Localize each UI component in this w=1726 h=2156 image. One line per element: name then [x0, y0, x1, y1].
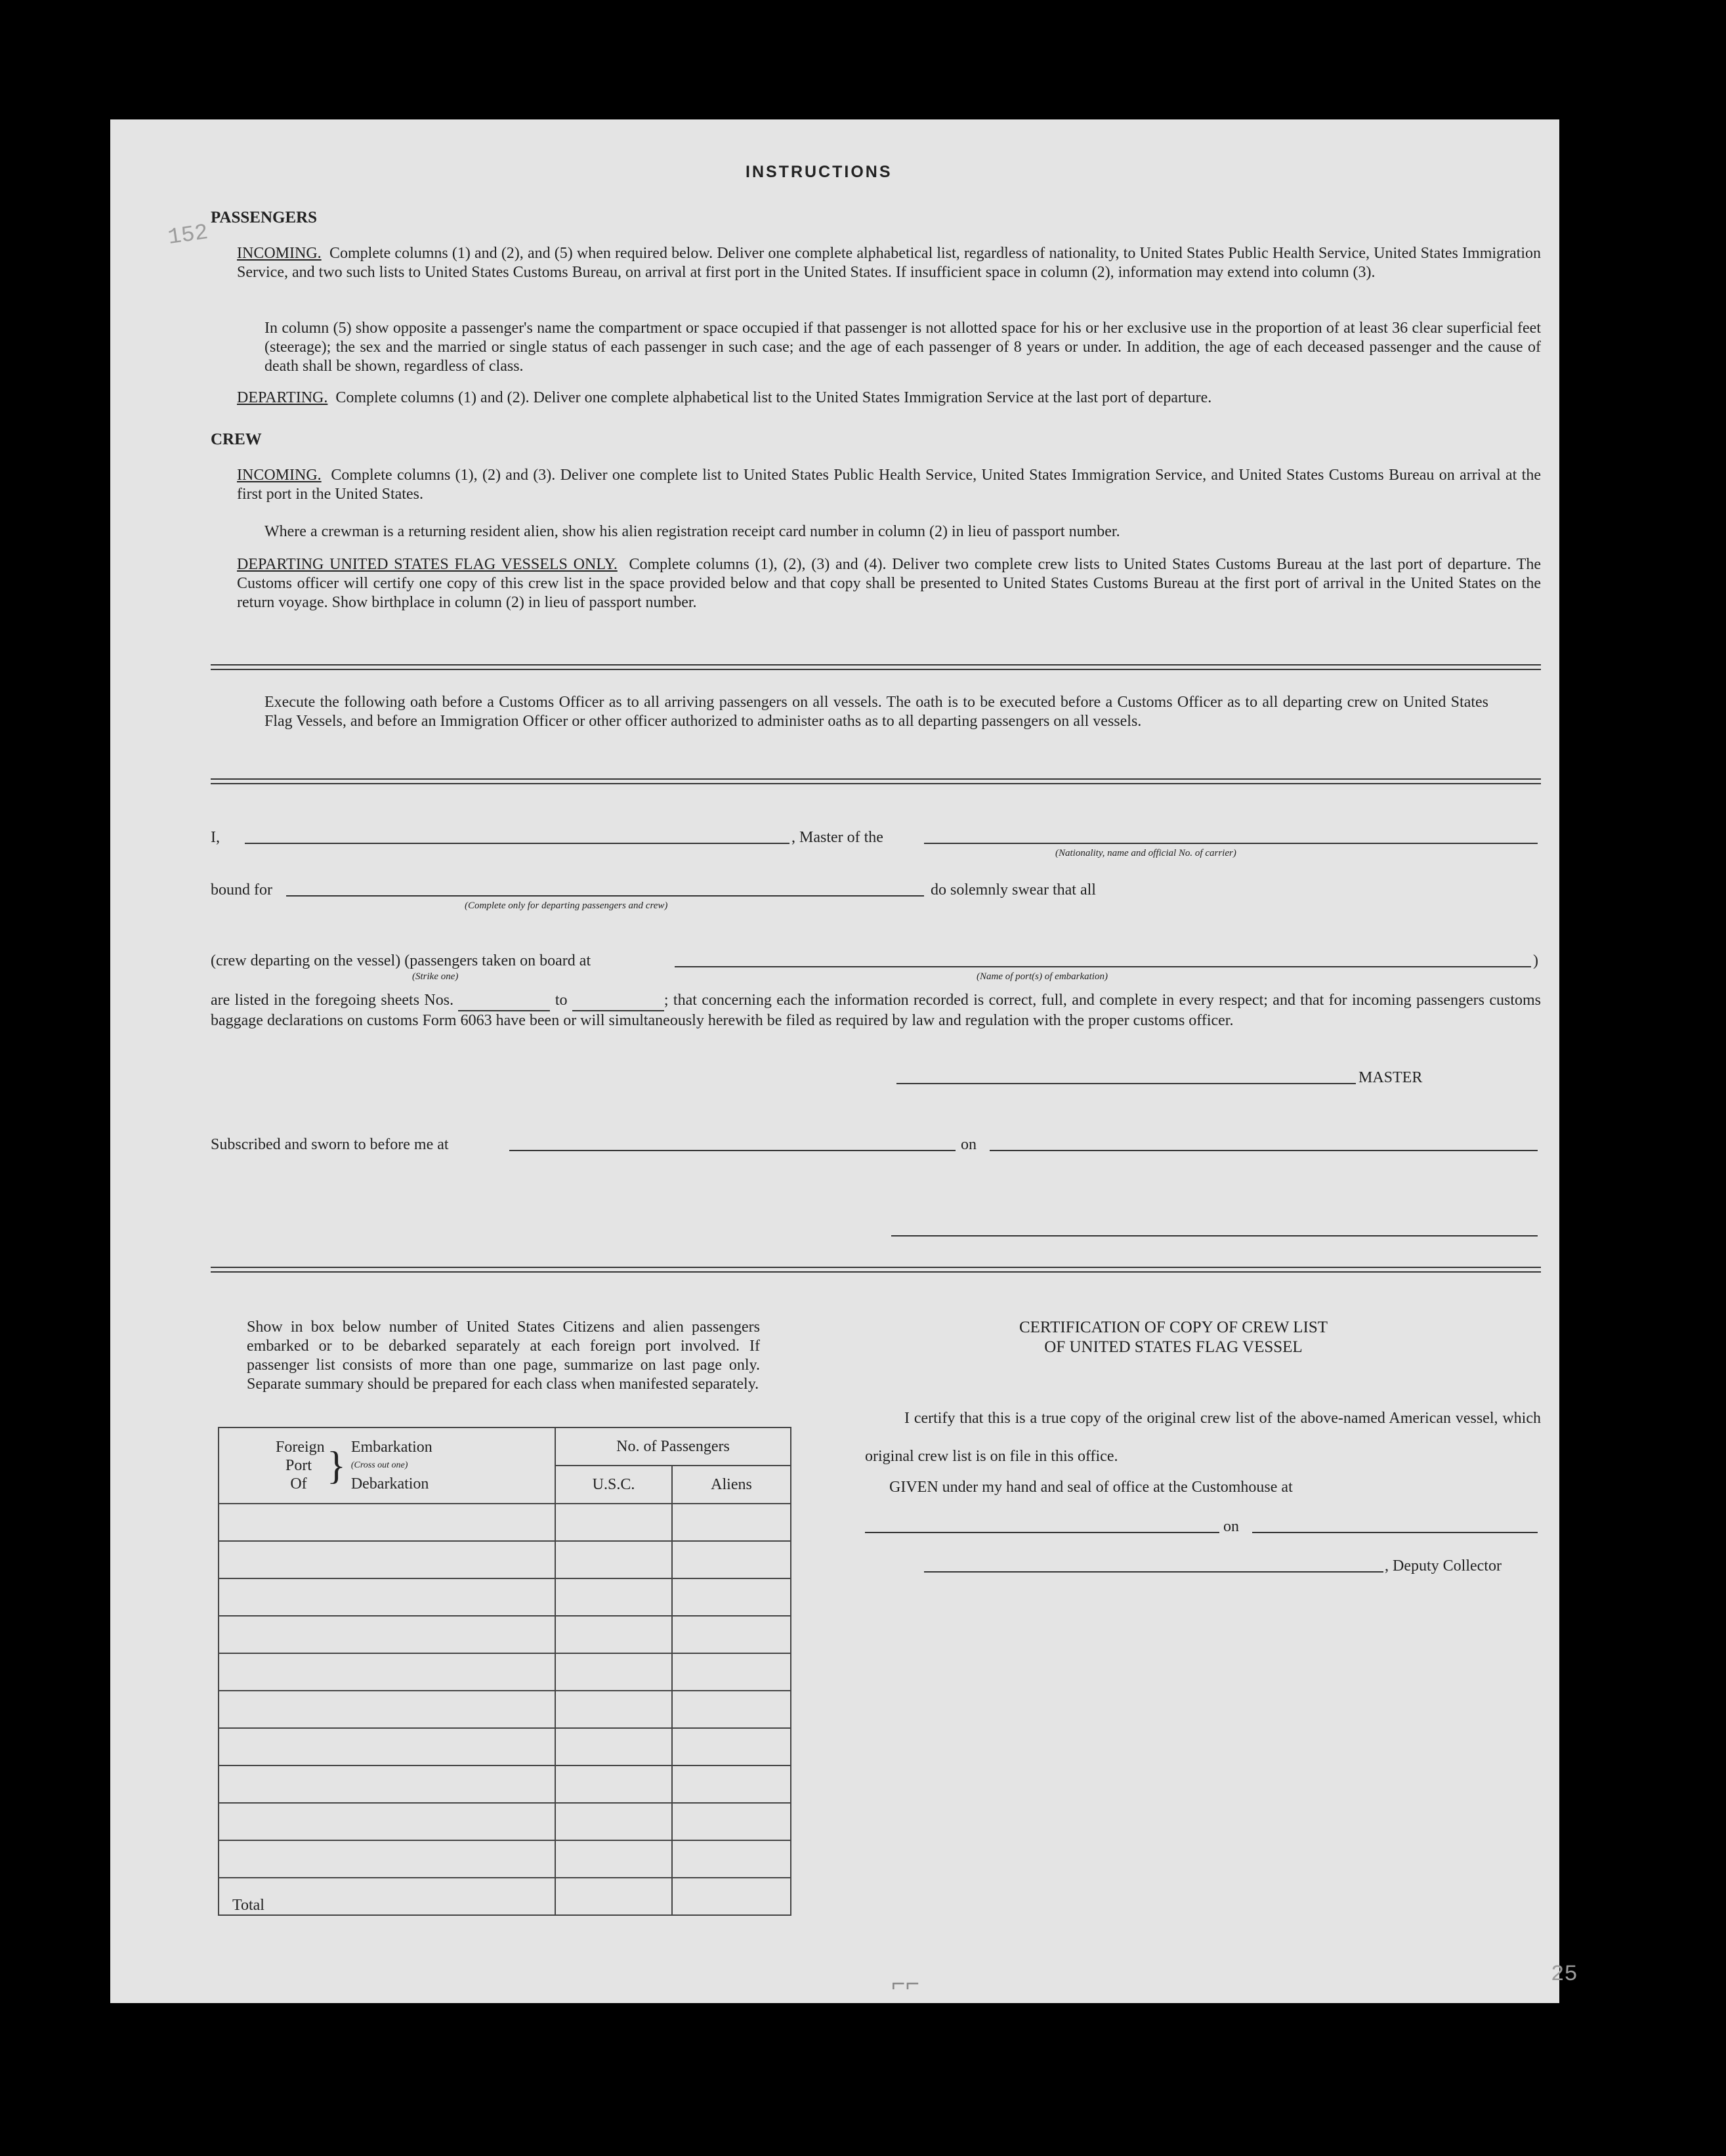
embarkation-caption: (Name of port(s) of embarkation) [977, 971, 1108, 982]
handwritten-number: 152 [166, 220, 210, 251]
divider [211, 664, 1541, 670]
usc-header: U.S.C. [555, 1466, 672, 1504]
crew-incoming-label: INCOMING. [237, 467, 322, 484]
usc-cell[interactable] [555, 1840, 672, 1878]
table-row [219, 1578, 791, 1616]
embarkation-label: Embarkation [350, 1439, 432, 1456]
aliens-cell[interactable] [672, 1578, 791, 1616]
aliens-cell[interactable] [672, 1653, 791, 1691]
port-cell[interactable] [219, 1653, 555, 1691]
port-cell[interactable] [219, 1691, 555, 1728]
embarkation-port-field[interactable] [675, 966, 1531, 967]
certification-title-line2: OF UNITED STATES FLAG VESSEL [1044, 1338, 1303, 1356]
usc-cell[interactable] [555, 1691, 672, 1728]
sheet-from-field[interactable] [458, 991, 550, 1011]
strike-one-caption: (Strike one) [412, 971, 459, 982]
certification-given: GIVEN under my hand and seal of office at the Customhouse at [889, 1479, 1293, 1496]
usc-cell[interactable] [555, 1616, 672, 1653]
crew-incoming-paragraph [237, 466, 1541, 504]
certification-title-line1: CERTIFICATION OF COPY OF CREW LIST [1019, 1319, 1328, 1336]
aliens-cell[interactable] [672, 1840, 791, 1878]
aliens-cell[interactable] [672, 1728, 791, 1765]
port-cell[interactable] [219, 1803, 555, 1840]
officer-signature-field[interactable] [891, 1235, 1538, 1237]
passengers-heading: PASSENGERS [211, 209, 318, 226]
table-row [219, 1765, 791, 1803]
deputy-collector-label: , Deputy Collector [1385, 1557, 1502, 1575]
certification-text: I certify that this is a true copy of the original crew list of the above-named American vessel, which original crew list is on file in this office. [865, 1410, 1541, 1465]
crew-heading: CREW [211, 431, 262, 448]
table-row [219, 1691, 791, 1728]
port-cell[interactable] [219, 1840, 555, 1878]
certification-date-field[interactable] [1252, 1532, 1538, 1533]
bound-for-caption: (Complete only for departing passengers and crew) [465, 900, 668, 911]
sworn-date-field[interactable] [990, 1150, 1538, 1151]
subscribed-label: Subscribed and sworn to before me at [211, 1136, 449, 1153]
sworn-place-field[interactable] [509, 1150, 956, 1151]
table-row [219, 1616, 791, 1653]
cross-out-label: (Cross out one) [350, 1460, 408, 1470]
usc-cell[interactable] [555, 1765, 672, 1803]
usc-cell[interactable] [555, 1578, 672, 1616]
master-name-field[interactable] [245, 843, 789, 844]
table-row [219, 1541, 791, 1578]
solemnly-swear-label: do solemnly swear that all [931, 881, 1096, 898]
certification-on: on [1223, 1518, 1239, 1535]
close-paren: ) [1533, 952, 1538, 969]
listed-paragraph [211, 991, 1541, 1030]
carrier-field[interactable] [924, 843, 1538, 844]
port-cell[interactable] [219, 1578, 555, 1616]
total-label: Total [219, 1878, 555, 1915]
divider [211, 778, 1541, 784]
passengers-column5-paragraph: In column (5) show opposite a passenger's name the compartment or space occupied if that passenger is not allotted space for his or her exclusive use in the proportion of at least 36 clear superficial feet (steerage); the sex and the married or single status of each passenger in such case; and the age of each passenger of 8 years or under. In addition, the age of each deceased passenger and the cause of death shall be shown, regardless of class. [264, 320, 1541, 375]
deputy-signature-field[interactable] [924, 1571, 1383, 1573]
aliens-cell[interactable] [672, 1765, 791, 1803]
passenger-summary-table [218, 1427, 791, 1916]
bound-for-label: bound for [211, 881, 272, 898]
page-number: 25 [1551, 1962, 1578, 1987]
crew-departing-label: DEPARTING UNITED STATES FLAG VESSELS ONLY. [237, 556, 618, 573]
listed-to: to [555, 992, 568, 1009]
certification-title [845, 1318, 1502, 1357]
sheet-to-field[interactable] [572, 991, 664, 1011]
bound-for-field[interactable] [286, 895, 924, 897]
table-row [219, 1653, 791, 1691]
port-header-cell [219, 1427, 555, 1504]
port-cell[interactable] [219, 1728, 555, 1765]
usc-cell[interactable] [555, 1653, 672, 1691]
table-row [219, 1504, 791, 1541]
master-label: MASTER [1358, 1069, 1423, 1086]
usc-cell[interactable] [555, 1728, 672, 1765]
summary-instructions: Show in box below number of United States Citizens and alien passengers embarked or to be debarked separately at each foreign port involved. If passenger list consists of more than one page, summarize on last page only. Separate summary should be prepared for each class when manifested separately. [247, 1319, 760, 1393]
crew-departing-paragraph [237, 555, 1541, 612]
page-title: INSTRUCTIONS [746, 163, 893, 181]
passengers-incoming-paragraph [237, 244, 1541, 282]
passengers-departing-paragraph [237, 389, 1541, 408]
faint-stamp: ⌐⌐ [891, 1972, 920, 1998]
table-row [219, 1840, 791, 1878]
usc-total-cell[interactable] [555, 1878, 672, 1915]
aliens-cell[interactable] [672, 1803, 791, 1840]
passengers-incoming-label: INCOMING. [237, 245, 322, 262]
aliens-cell[interactable] [672, 1691, 791, 1728]
port-cell[interactable] [219, 1504, 555, 1541]
oath-intro: Execute the following oath before a Customs Officer as to all arriving passengers on all vessels. The oath is to be executed before a Customs Officer as to all departing crew on United States Flag Vessels, and before an Immigration Officer or other officer authorized to administer oaths as to all departing passengers on all vessels. [264, 694, 1488, 730]
total-row [219, 1878, 791, 1915]
aliens-total-cell[interactable] [672, 1878, 791, 1915]
listed-text-a: are listed in the foregoing sheets Nos. [211, 992, 454, 1009]
port-cell[interactable] [219, 1765, 555, 1803]
usc-cell[interactable] [555, 1504, 672, 1541]
debarkation-label: Debarkation [350, 1475, 429, 1492]
no-passengers-header: No. of Passengers [555, 1427, 791, 1466]
foreign-port-of: Foreign Port Of [276, 1439, 325, 1492]
customhouse-field[interactable] [865, 1532, 1219, 1533]
usc-cell[interactable] [555, 1541, 672, 1578]
port-cell[interactable] [219, 1541, 555, 1578]
nationality-caption: (Nationality, name and official No. of carrier) [1055, 848, 1236, 858]
crew-departing-label: (crew departing on the vessel) (passengers taken on board at [211, 952, 591, 969]
passengers-departing-label: DEPARTING. [237, 389, 328, 406]
table-row [219, 1803, 791, 1840]
master-signature-field[interactable] [896, 1083, 1356, 1084]
crew-incoming-text: Complete columns (1), (2) and (3). Deliver one complete list to United States Public Health Service, United States Immigration Service, and United States Customs Bureau on arrival at the first port in the United States. [237, 467, 1541, 503]
aliens-header: Aliens [672, 1466, 791, 1504]
crew-resident-paragraph: Where a crewman is a returning resident alien, show his alien registration receipt card number in column (2) in lieu of passport number. [264, 523, 1120, 540]
oath-i-label: I, [211, 829, 220, 846]
aliens-cell[interactable] [672, 1504, 791, 1541]
brace: } [327, 1444, 346, 1487]
passengers-incoming-text: Complete columns (1) and (2), and (5) when required below. Deliver one complete alphabetical list, regardless of nationality, to United States Public Health Service, United States Immigration Service, and two such lists to United States Customs Bureau, on arrival at first port in the United States. If insufficient space in column (2), information may extend into column (3). [237, 245, 1542, 281]
usc-cell[interactable] [555, 1803, 672, 1840]
table-row [219, 1728, 791, 1765]
port-cell[interactable] [219, 1616, 555, 1653]
crew-departing-text: Complete columns (1), (2), (3) and (4). Deliver two complete crew lists to United States Customs Bureau at the last port of departure. The Customs officer will certify one copy of this crew list in the space provided below and that copy shall be presented to United States Customs Bureau at the first port of arrival in the United States on the return voyage. Show birthplace in column (2) in lieu of passport number. [237, 556, 1542, 611]
aliens-cell[interactable] [672, 1541, 791, 1578]
divider [211, 1267, 1541, 1273]
passengers-departing-text: Complete columns (1) and (2). Deliver one complete alphabetical list to the United States Immigration Service at the last port of departure. [335, 389, 1212, 406]
listed-text-b: ; that concerning each the information recorded is correct, full, and complete in every respect; and that for incoming passengers customs baggage declarations on customs Form 6063 have been or will simultaneously herewith be filed as required by law and regulation with the proper customs officer. [211, 992, 1542, 1029]
aliens-cell[interactable] [672, 1616, 791, 1653]
master-of-label: , Master of the [791, 829, 883, 846]
sworn-on-label: on [961, 1136, 977, 1153]
